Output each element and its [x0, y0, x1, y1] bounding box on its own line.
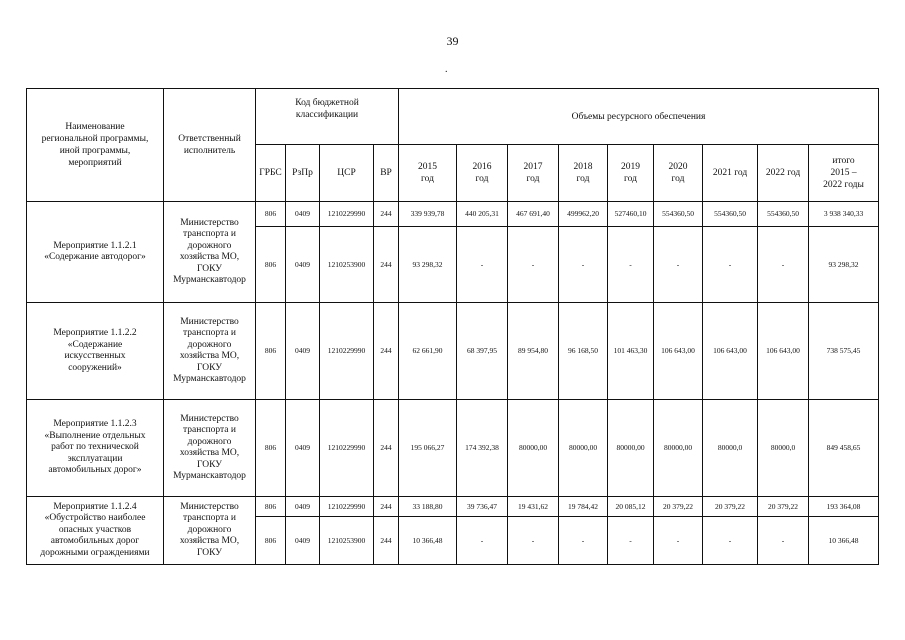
value-cell: 554360,50	[703, 202, 758, 227]
header-year-3: 2018 год	[559, 145, 608, 202]
table-row	[27, 400, 879, 497]
code-grbs: 806	[256, 400, 286, 497]
header-executor: Ответственный исполнитель	[164, 89, 256, 202]
value-cell: -	[654, 227, 703, 303]
value-cell: -	[559, 517, 608, 565]
code-csr: 1210229990	[320, 497, 374, 517]
value-cell: 93 298,32	[809, 227, 879, 303]
header-year-2: 2017 год	[508, 145, 559, 202]
value-cell: -	[559, 227, 608, 303]
value-cell: 3 938 340,33	[809, 202, 879, 227]
value-cell: 339 939,78	[399, 202, 457, 227]
activity-executor: Министерство транспорта и дорожного хозяйства МО, ГОКУ	[164, 497, 256, 565]
budget-table	[26, 88, 879, 565]
code-grbs: 806	[256, 303, 286, 400]
code-rzpr: 0409	[286, 497, 320, 517]
header-code-3: ВР	[374, 145, 399, 202]
header-year-5: 2020 год	[654, 145, 703, 202]
header-code-2: ЦСР	[320, 145, 374, 202]
code-vr: 244	[374, 202, 399, 227]
value-cell: 10 366,48	[399, 517, 457, 565]
value-cell: 20 085,12	[608, 497, 654, 517]
header-code-group: Код бюджетной классификации	[256, 89, 399, 145]
value-cell: -	[758, 517, 809, 565]
table-row	[27, 202, 879, 227]
code-csr: 1210253900	[320, 227, 374, 303]
code-grbs: 806	[256, 517, 286, 565]
activity-name: Мероприятие 1.1.2.1 «Содержание автодорог»	[27, 202, 164, 303]
code-vr: 244	[374, 517, 399, 565]
value-cell: 80000,00	[559, 400, 608, 497]
code-grbs: 806	[256, 497, 286, 517]
header-year-6: 2021 год	[703, 145, 758, 202]
value-cell: 19 431,62	[508, 497, 559, 517]
value-cell: 195 066,27	[399, 400, 457, 497]
value-cell: 10 366,48	[809, 517, 879, 565]
value-cell: -	[608, 517, 654, 565]
value-cell: 93 298,32	[399, 227, 457, 303]
value-cell: 80000,0	[703, 400, 758, 497]
header-volume-group: Объемы ресурсного обеспечения	[399, 89, 879, 145]
value-cell: 193 364,08	[809, 497, 879, 517]
value-cell: 20 379,22	[703, 497, 758, 517]
table-row	[27, 497, 879, 517]
code-rzpr: 0409	[286, 517, 320, 565]
value-cell: -	[703, 227, 758, 303]
activity-executor: Министерство транспорта и дорожного хозяйства МО, ГОКУ Мурманскавтодор	[164, 303, 256, 400]
activity-name: Мероприятие 1.1.2.3 «Выполнение отдельных работ по технической эксплуатации автомобильных дорог»	[27, 400, 164, 497]
value-cell: 554360,50	[654, 202, 703, 227]
code-vr: 244	[374, 400, 399, 497]
value-cell: 174 392,38	[457, 400, 508, 497]
value-cell: 106 643,00	[758, 303, 809, 400]
value-cell: 738 575,45	[809, 303, 879, 400]
code-csr: 1210229990	[320, 303, 374, 400]
header-code-1: РзПр	[286, 145, 320, 202]
code-grbs: 806	[256, 202, 286, 227]
header-year-7: 2022 год	[758, 145, 809, 202]
value-cell: 80000,00	[508, 400, 559, 497]
header-year-1: 2016 год	[457, 145, 508, 202]
code-csr: 1210229990	[320, 400, 374, 497]
value-cell: 68 397,95	[457, 303, 508, 400]
header-name: Наименование региональной программы, иной программы, мероприятий	[27, 89, 164, 202]
header-year-8: итого 2015 – 2022 годы	[809, 145, 879, 202]
value-cell: 89 954,80	[508, 303, 559, 400]
header-code-0: ГРБС	[256, 145, 286, 202]
activity-executor: Министерство транспорта и дорожного хозяйства МО, ГОКУ Мурманскавтодор	[164, 202, 256, 303]
header-year-4: 2019 год	[608, 145, 654, 202]
value-cell: 80000,0	[758, 400, 809, 497]
value-cell: 96 168,50	[559, 303, 608, 400]
value-cell: -	[457, 517, 508, 565]
page-number: 39	[446, 34, 459, 48]
activity-name: Мероприятие 1.1.2.2 «Содержание искусственных сооружений»	[27, 303, 164, 400]
value-cell: 20 379,22	[758, 497, 809, 517]
code-vr: 244	[374, 497, 399, 517]
table-row	[27, 303, 879, 400]
value-cell: -	[654, 517, 703, 565]
value-cell: -	[703, 517, 758, 565]
code-rzpr: 0409	[286, 202, 320, 227]
value-cell: -	[608, 227, 654, 303]
code-rzpr: 0409	[286, 400, 320, 497]
value-cell: 440 205,31	[457, 202, 508, 227]
value-cell: 33 188,80	[399, 497, 457, 517]
value-cell: 80000,00	[654, 400, 703, 497]
value-cell: 106 643,00	[703, 303, 758, 400]
value-cell: 499962,20	[559, 202, 608, 227]
value-cell: 106 643,00	[654, 303, 703, 400]
value-cell: 527460,10	[608, 202, 654, 227]
code-csr: 1210253900	[320, 517, 374, 565]
activity-name: Мероприятие 1.1.2.4 «Обустройство наиболее опасных участков автомобильных дорог дорожными ограждениями	[27, 497, 164, 565]
code-rzpr: 0409	[286, 227, 320, 303]
value-cell: -	[758, 227, 809, 303]
value-cell: 19 784,42	[559, 497, 608, 517]
value-cell: 62 661,90	[399, 303, 457, 400]
value-cell: -	[457, 227, 508, 303]
code-vr: 244	[374, 227, 399, 303]
value-cell: -	[508, 517, 559, 565]
value-cell: 80000,00	[608, 400, 654, 497]
value-cell: 554360,50	[758, 202, 809, 227]
code-grbs: 806	[256, 227, 286, 303]
value-cell: 39 736,47	[457, 497, 508, 517]
code-csr: 1210229990	[320, 202, 374, 227]
value-cell: 467 691,40	[508, 202, 559, 227]
code-rzpr: 0409	[286, 303, 320, 400]
value-cell: 20 379,22	[654, 497, 703, 517]
header-year-0: 2015 год	[399, 145, 457, 202]
value-cell: 849 458,65	[809, 400, 879, 497]
value-cell: -	[508, 227, 559, 303]
value-cell: 101 463,30	[608, 303, 654, 400]
activity-executor: Министерство транспорта и дорожного хозяйства МО, ГОКУ Мурманскавтодор	[164, 400, 256, 497]
code-vr: 244	[374, 303, 399, 400]
dot-mark: .	[445, 64, 448, 75]
